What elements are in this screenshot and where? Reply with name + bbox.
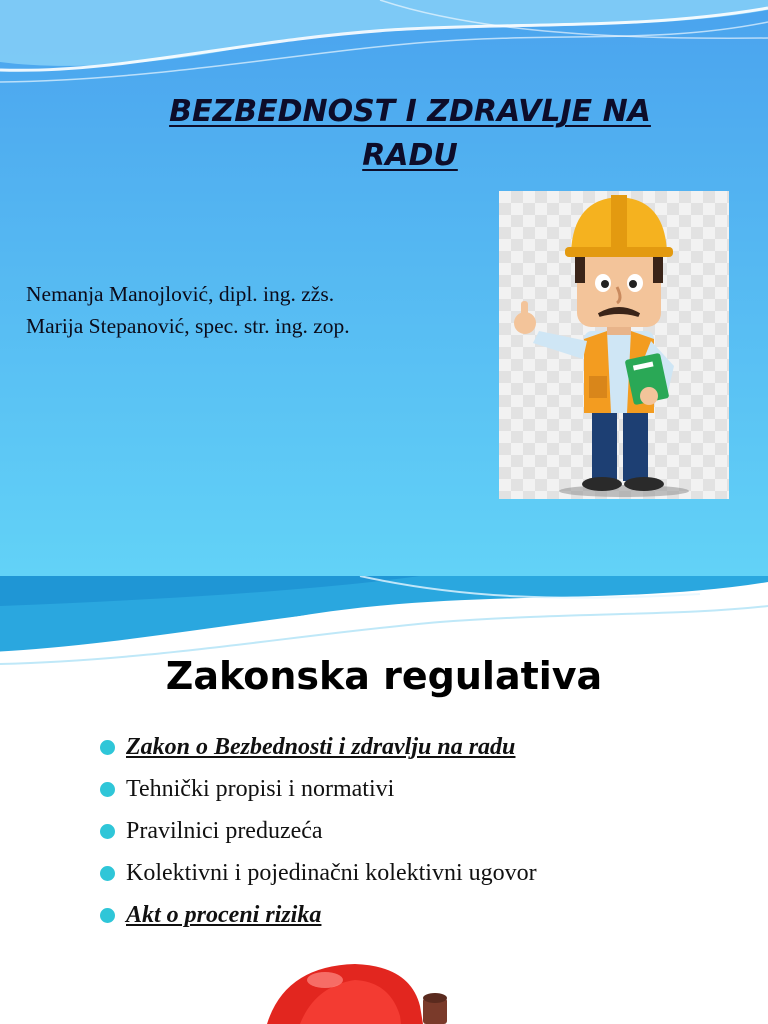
bullet-icon bbox=[100, 824, 115, 839]
list-item-text: Tehnički propisi i normativi bbox=[126, 776, 395, 802]
list-item-text: Pravilnici preduzeća bbox=[126, 818, 323, 844]
hard-hat-image bbox=[205, 946, 565, 1024]
author-2: Marija Stepanović, spec. str. ing. zop. bbox=[26, 314, 350, 338]
list-item-text: Akt o proceni rizika bbox=[126, 902, 322, 928]
bullet-icon bbox=[100, 908, 115, 923]
list-item bbox=[100, 726, 537, 768]
authors-block bbox=[26, 278, 350, 342]
list-item bbox=[100, 810, 537, 852]
wave-decoration-2 bbox=[0, 576, 768, 666]
bullet-icon bbox=[100, 782, 115, 797]
list-item-text: Zakon o Bezbednosti i zdravlju na radu bbox=[126, 734, 516, 760]
bullet-icon bbox=[100, 866, 115, 881]
list-item bbox=[100, 894, 537, 936]
title-line-1: BEZBEDNOST I ZDRAVLJE NA bbox=[169, 94, 651, 129]
bullet-icon bbox=[100, 740, 115, 755]
presentation-title bbox=[70, 90, 750, 178]
list-item bbox=[100, 768, 537, 810]
slide-title: Zakonska regulativa bbox=[165, 654, 603, 698]
regulation-list bbox=[100, 726, 537, 936]
title-line-2: RADU bbox=[362, 138, 458, 173]
author-1: Nemanja Manojlović, dipl. ing. zžs. bbox=[26, 282, 335, 306]
slide-2 bbox=[0, 576, 768, 1024]
construction-worker-icon bbox=[499, 191, 729, 499]
list-item-text: Kolektivni i pojedinačni kolektivni ugovor bbox=[126, 860, 537, 886]
hard-hat-icon bbox=[205, 946, 565, 1024]
construction-worker-image bbox=[499, 191, 729, 499]
list-item bbox=[100, 852, 537, 894]
wave-decoration bbox=[0, 0, 768, 90]
